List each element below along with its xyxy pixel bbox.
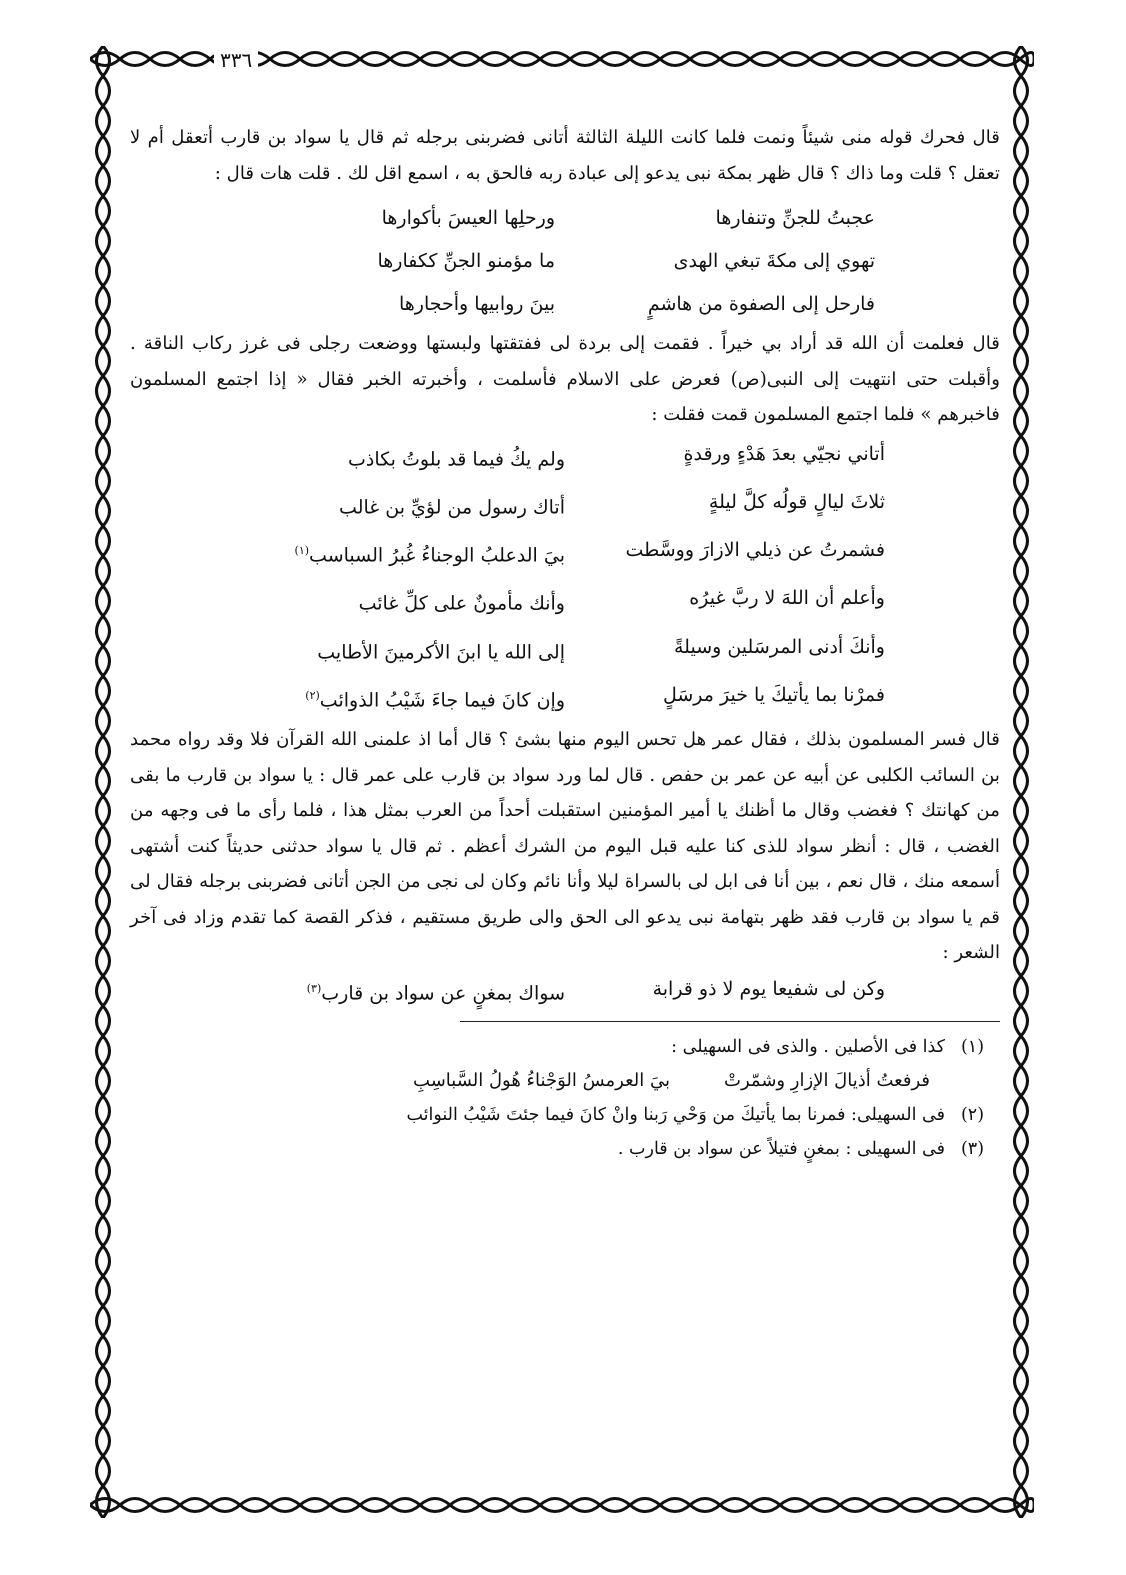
verse-line: وكن لى شفيعا يوم لا ذو قرابة سواك بمغنٍ عن سواد بن قارب$^{(٣)}$ xyxy=(306,977,885,1005)
verse-line: فمرْنا بما يأتيكَ يا خيرَ مرسَلٍ وإن كانَ فيما جاءَ شَيْبُ الذوائب$^{(٢)}$ xyxy=(305,684,885,712)
footnote-ref: (٢) xyxy=(305,689,320,703)
paragraph-1: قال فحرك قوله منى شيئاً ونمت فلما كانت الليلة الثالثة أتانى فضربنى برجله ثم قال يا سواد بن قارب أتعقل أم لا تعقل ؟ قلت وما ذاك ؟ قال ظهر بمكة نبى يدعو إلى عبادة ربه فالحق به ، اسمع اقل لك . قلت هات قال : xyxy=(130,127,1000,184)
page-number: ٣٣٦ xyxy=(214,48,258,72)
footnote-ref: (١) xyxy=(294,544,310,558)
footnotes xyxy=(130,1030,1000,1166)
footnote-2: (٢) فى السهيلى: فمرنا بما يأتيكَ من وَحْي رَبنا وانْ كانَ فيما جئتَ شَيْبُ النوائب xyxy=(406,1105,985,1126)
verse-line: وأنكَ أدنى المرسَلين وسيلةً إلى الله يا ابنَ الأكرمينَ الأطايب xyxy=(317,635,885,664)
verse-line: تهوي إلى مكةَ تبغي الهدى ما مؤمنو الجنِّ ككفارها xyxy=(377,250,875,272)
right-border xyxy=(1008,46,1034,1518)
verse-line: أتاني نجيّي بعدَ هَدْءٍ ورقدةٍ ولم يكُ فيما قد بلوتُ بكاذب xyxy=(348,442,885,470)
verse-block-1 xyxy=(130,197,1000,326)
verse-line: فارحل إلى الصفوة من هاشمٍ بينَ روابيها وأحجارها xyxy=(399,293,875,315)
footnote-1: (١) كذا فى الأصلين . والذى فى السهيلى : xyxy=(671,1037,985,1058)
footnote-divider xyxy=(460,1021,1000,1022)
verse-line: ثلاثَ ليالٍ قولُه كلَّ ليلةٍ أتاك رسول من لؤيِّ بن غالب xyxy=(339,490,885,519)
page-content xyxy=(130,120,1000,1460)
verse-line: عجبتُ للجنِّ وتنفارها ورحلِها العيسَ بأكوارها xyxy=(381,207,875,229)
bottom-border xyxy=(90,1492,1034,1518)
paragraph-3: قال فسر المسلمون بذلك ، فقال عمر هل تحس اليوم منها بشئ ؟ قال أما اذ علمنى الله القرآن فلا وقد رواه محمد بن السائب الكلبى عن أبيه عن عمر بن حفص . قال لما ورد سواد بن قارب على عمر قال : يا سواد بن قارب ما بقى من كهانتك ؟ فغضب وقال ما أظنك يا أمير المؤمنين استقبلت أحداً من العرب بمثل هذا ، فلما رأى ما فى وجهه من الغضب ، قال : أنظر سواد للذى كنا عليه قبل اليوم من الشرك أعظم . ثم قال يا سواد حدثنى حديثاً كنت أشتهى أسمعه منك ، قال نعم ، بين أنا فى ابل لى بالسراة ليلا وأنا نائم وكان لى نجى من الجن أتانى فضربنى برجله فقال لى قم يا سواد بن قارب فقد ظهر بتهامة نبى يدعو الى الحق والى طريق مستقيم ، فذكر القصة كما تقدم وزاد فى آخر الشعر : xyxy=(130,729,1000,964)
left-border xyxy=(90,46,116,1518)
footnote-1-verse: فرفعتُ أذيالَ الإزارِ وشمّرتْ بيَ العرمسُ الوَجْناءُ هُولُ السَّباسِبِ xyxy=(413,1070,930,1092)
footnote-ref: (٣) xyxy=(306,981,322,995)
footnote-3: (٣) فى السهيلى : بمغنٍ فتيلاً عن سواد بن قارب . xyxy=(617,1139,985,1160)
verse-block-2 xyxy=(130,433,1000,723)
verse-line: فشمرتُ عن ذيلي الازارَ ووسَّطت بيَ الدعلبُ الوجناءُ غُبرُ السباسب$^{(١)}$ xyxy=(294,539,885,567)
paragraph-2: قال فعلمت أن الله قد أراد بي خيراً . فقمت إلى بردة لى ففتقتها ولبستها ووضعت رجلى فى غرز ركاب الناقة . وأقبلت حتى انتهيت إلى النبى(ص) فعرض على الاسلام فأسلمت ، وأخبرته الخبر فقال « إذا اجتمع المسلمون فاخبرهم » فلما اجتمع المسلمون قمت فقلت : xyxy=(130,333,1000,425)
verse-line: وأعلم أن اللهَ لا ربَّ غيرُه وأنك مأمونٌ على كلِّ غائب xyxy=(358,587,885,615)
